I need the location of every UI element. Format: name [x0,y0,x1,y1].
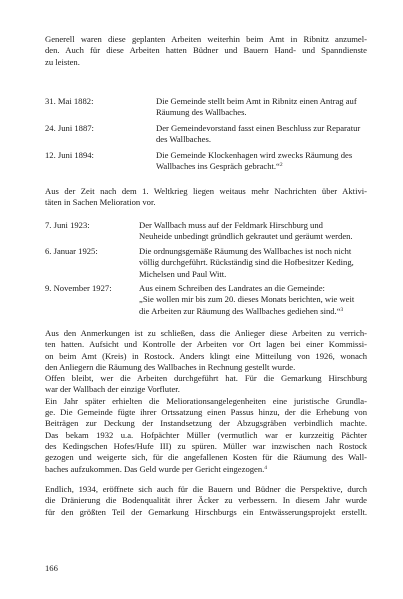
text-line: ge. Die Gemeinde fügte ihrer Ortssatzung einen Passus hinzu, der die Erhebung von [45,407,367,418]
text-line: des Kedingschen Hofes/Hufe III) zu spüren. Müller war inzwischen nach Rostock [45,440,367,451]
text-line: Aus den Anmerkungen ist zu schließen, dass die Anlieger diese Arbeiten zu verrich- [45,328,367,338]
entry-text [156,96,357,119]
body-paragraph-4 [45,484,367,518]
text-line [139,306,354,317]
text-line: Generell waren diese geplanten Arbeiten weiterhin beim Amt in Ribnitz anzumel- [45,34,367,44]
text-line: des Wallbaches. [156,134,211,145]
text-line [45,464,367,475]
text-line: Endlich, 1934, eröffnete sich auch für die Bauern und Büdner die Perspektive, durch [45,484,367,494]
page-number: 166 [45,563,58,573]
entry-date: 24. Juni 1887: [45,123,94,133]
entry-date: 31. Mai 1882: [45,96,94,106]
text-line: Räumung des Wallbaches. [156,107,247,118]
paragraph-end: baches aufzukommen. Das Geld wurde per Gericht eingezogen. [45,463,265,474]
entry-date: 9. November 1927: [45,283,112,293]
quote-end: die Arbeiten zur Räumung des Wallbaches gediehen sind.“ [139,305,341,316]
text-line: Offen bleibt, wer die Arbeiten durchgeführt hat. Für die Gemarkung Hirschburg [45,373,367,384]
text-line: Der Wallbach muss auf der Feldmark Hirschburg und [139,220,323,230]
text-line [156,161,352,172]
entry-date: 12. Juni 1894: [45,150,94,160]
text-line: Ein Jahr später erhielten die Meliorationsangelegenheiten eine juristische Grundla- [45,395,367,406]
text-line: Beiträgen zur Deckung der Instandsetzung der Abzugsgräben verbindlich machte. [45,418,367,429]
footnote-marker: 4 [264,464,268,471]
body-paragraph-3 [45,328,367,475]
entry-text [139,220,353,243]
text-line: „Sie wollen mir bis zum 20. dieses Monats berichten, wie weit [139,294,355,305]
entry-text [139,283,354,317]
text-line: on beim Amt (Kreis) in Rostock. Anders klingt eine Mitteilung von 1926, wonach [45,350,367,361]
footnote-marker: 2 [279,162,283,169]
text-line: Michelsen und Paul Witt. [139,268,227,279]
text-line: war der Wallbach der einzige Vorfluter. [45,384,180,395]
text-line: Aus einem Schreiben des Landrates an die Gemeinde: [139,283,325,293]
footnote-marker: 3 [340,306,344,313]
entry-text [156,123,360,146]
text-line: völlig durchgeführt. Rückständig sind die Hofbesitzer Keding, [139,257,354,268]
text-line: für den größten Teil der Gemarkung Hirschburgs ein Entwässerungsprojekt erstellt. [45,506,367,517]
text-line: Der Gemeindevorstand fasst einen Beschluss zur Reparatur [156,123,361,133]
text-line: gezogen und weigerte sich, für die angefallenen Kosten für die Räumung des Wall- [45,452,367,463]
entry-date: 7. Juni 1923: [45,220,90,230]
text-line: täten in Sachen Melioration vor. [45,197,156,208]
text-line: den Anliegern die Räumung des Wallbaches in Rechnung gestellt wurde. [45,361,296,372]
text-line: Die Gemeinde stellt beim Amt in Ribnitz einen Antrag auf [156,96,357,106]
quote-end: Wallbaches ins Gespräch gebracht.“ [156,161,280,172]
text-line: Aus der Zeit nach dem 1. Weltkrieg liegen weitaus mehr Nachrichten über Aktivi- [45,186,367,196]
intro-paragraph [45,34,367,68]
text-line: Das bekam 1932 u.a. Hofpächter Müller (vermutlich war er kurzzeitig Pächter [45,429,367,440]
text-line: die Dränierung die Bodenqualität ihrer Äcker zu verbessern. In diesem Jahr wurde [45,495,367,506]
text-line: Neuheide unbedingt gründlich gekrautet und geräumt werden. [139,231,353,242]
text-line: zu leisten. [45,56,80,67]
text-line: Die Gemeinde Klockenhagen wird zwecks Räumung des [156,150,353,160]
mid-paragraph [45,186,367,209]
text-line: den. Auch für diese Arbeiten hatten Büdner und Bauern Hand- und Spanndienste [45,45,367,56]
text-line: ten hatten. Aufsicht und Kontrolle der Arbeiten vor Ort lagen bei einer Kommissi- [45,339,367,350]
text-line: Die ordnungsgemäße Räumung des Wallbaches ist noch nicht [139,246,352,256]
entry-date: 6. Januar 1925: [45,246,98,256]
entry-text [139,246,354,280]
entry-text [156,150,352,173]
